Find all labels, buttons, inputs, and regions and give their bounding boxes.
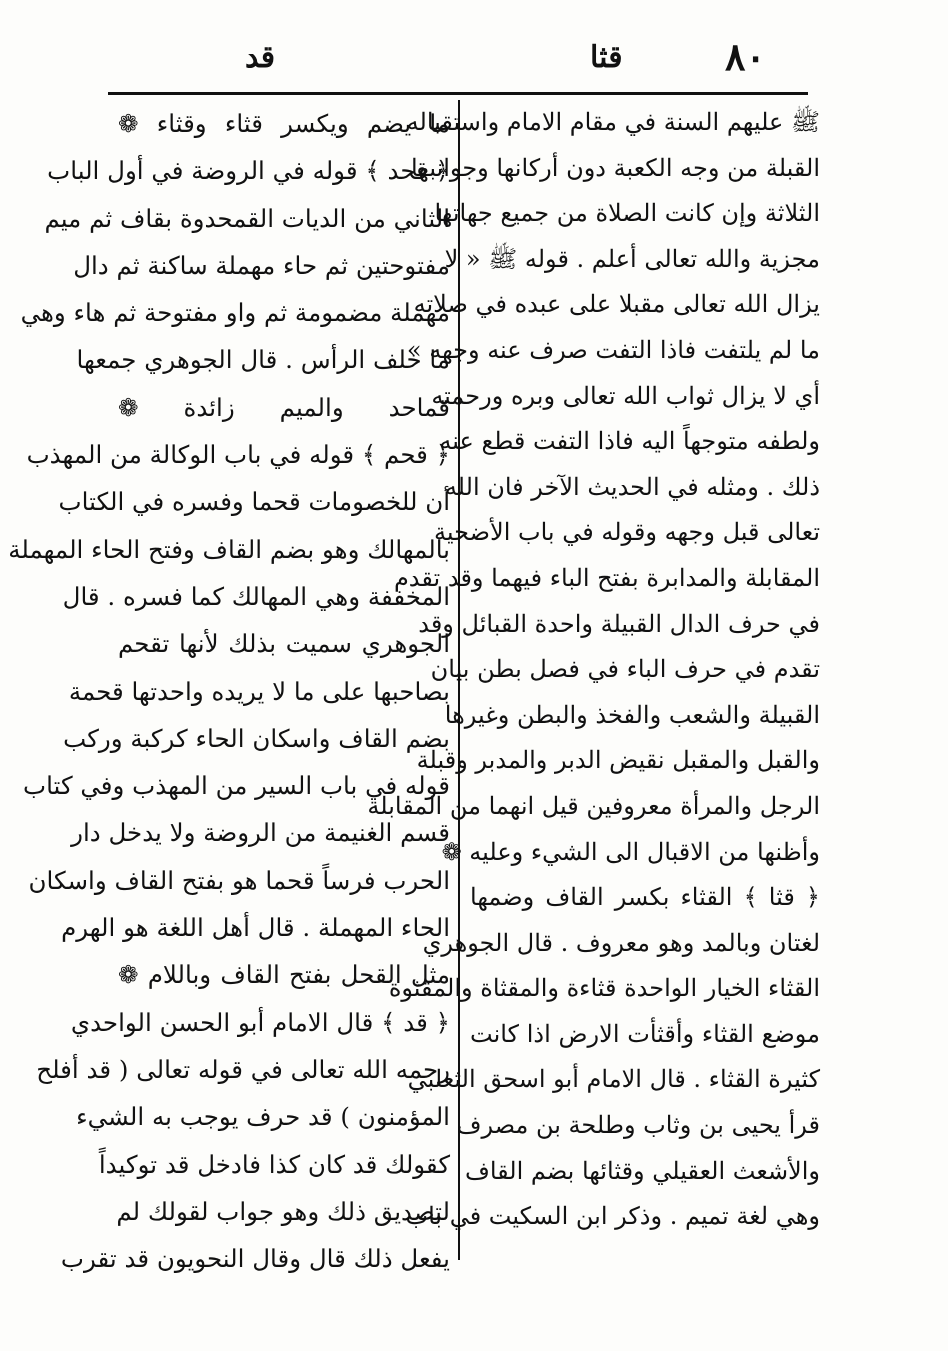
text-line: وأظنها من الاقبال الى الشيء وعليه ❁ <box>441 837 820 866</box>
text-line: والأشعث العقيلي وقثائها بضم القاف <box>464 1156 820 1185</box>
text-line: تقدم في حرف الباء في فصل بطن بيان <box>430 655 820 684</box>
text-line: مجزية والله تعالى أعلم . قوله ﷺ « لا <box>444 244 820 273</box>
text-line: ما لم يلتفت فاذا التفت صرف عنه وجهه » <box>406 335 820 364</box>
text-line: كثيرة القثاء . قال الامام أبو اسحق الثعلبي <box>407 1065 820 1094</box>
text-line: يزال الله تعالى مقبلا على عبده في صلاته <box>413 290 820 319</box>
page-number: ٨٠ <box>725 34 766 79</box>
text-line: لتصديق ذلك وهو جواب لقولك لم <box>116 1196 450 1226</box>
text-line: قرأ يحيى بن وثاب وطلحة بن مصرف <box>456 1111 820 1140</box>
text-line: يفعل ذلك قال وقال النحويون قد تقرب <box>60 1244 450 1274</box>
text-line: لغتان وبالمد وهو معروف . قال الجوهري <box>422 928 820 957</box>
text-line: ﴿ قد ﴾ قال الامام أبو الحسن الواحدي <box>70 1007 450 1037</box>
running-head-left: قد <box>245 40 276 75</box>
text-line: الحرب فرساً قحما هو بفتح القاف واسكان <box>28 865 450 895</box>
text-line: قوله في باب السير من المهذب وفي كتاب <box>23 771 450 801</box>
text-line: بضم القاف واسكان الحاء كركبة وركب <box>63 723 450 753</box>
text-line: قسم الغنيمة من الروضة ولا يدخل دار <box>71 818 450 848</box>
text-line: الثاني من الديات القمحدوة بقاف ثم ميم <box>44 203 450 233</box>
text-line: بالمهالك وهو بضم القاف وفتح الحاء المهملة <box>8 534 450 564</box>
text-line: كقولك قد كان كذا فادخل قد توكيداً <box>98 1149 450 1179</box>
text-line: ما يضم ويكسر قثاء وقثاء ❁ <box>118 109 450 138</box>
text-line: مهملة مضمومة ثم واو مفتوحة ثم هاء وهي <box>20 298 450 328</box>
text-line: قماحد والميم زائدة ❁ <box>118 392 450 422</box>
page-header <box>110 34 810 90</box>
text-line: القثاء الخيار الواحدة قثاءة والمقثاة والمقثوة <box>388 974 820 1003</box>
text-line: رحمه الله تعالى في قوله تعالى ( قد أفلح <box>36 1054 450 1084</box>
text-line: ﴿ قحد ﴾ قوله في الروضة في أول الباب <box>47 156 450 186</box>
text-line: أن للخصومات قحما وفسره في الكتاب <box>58 487 450 517</box>
text-line: وهي لغة تميم . وذكر ابن السكيت في باب <box>405 1202 820 1231</box>
running-head-right: قثا <box>590 40 623 75</box>
text-line: مثل القحل بفتح القاف وباللام ❁ <box>118 960 450 990</box>
right-column <box>367 100 820 1240</box>
text-line: الجوهري سميت بذلك لأنها تقحم <box>118 629 450 659</box>
text-line: ذلك . ومثله في الحديث الآخر فان الله <box>444 472 820 501</box>
text-line: ﴿ قحم ﴾ قوله في باب الوكالة من المهذب <box>26 440 450 470</box>
text-line: في حرف الدال القبيلة واحدة القبائل وقد <box>418 609 820 638</box>
text-line: المقابلة والمدابرة بفتح الباء فيهما وقد تقدم <box>393 563 820 592</box>
text-line: ﷺ عليهم السنة في مقام الامام واستقباله <box>406 108 820 136</box>
left-column <box>8 100 450 1282</box>
text-line: والقبل والمقبل نقيض الدبر والمدبر وقبلة <box>416 746 820 775</box>
text-line: مفتوحتين ثم حاء مهملة ساكنة ثم دال <box>73 250 450 280</box>
text-line: القبيلة والشعب والفخذ والبطن وغيرها <box>444 700 820 729</box>
text-line: الثلاثة وإن كانت الصلاة من جميع جهاتها <box>434 199 820 228</box>
text-line: ﴿ قثا ﴾ القثاء بكسر القاف وضمها <box>470 883 820 912</box>
text-line: الحاء المهملة . قال أهل اللغة هو الهرم <box>61 913 450 943</box>
text-line: القبلة من وجه الكعبة دون أركانها وجوانبها <box>410 153 820 182</box>
header-rule <box>108 92 808 95</box>
text-line: تعالى قبل وجهه وقوله في باب الأضحية <box>434 518 820 547</box>
text-line: أي لا يزال ثواب الله تعالى وبره ورحمته <box>431 381 820 410</box>
text-line: المؤمنون ) قد حرف يوجب به الشيء <box>76 1102 450 1132</box>
text-line: المخففة وهي المهالك كما فسره . قال <box>62 581 450 611</box>
text-line: ما خلف الرأس . قال الجوهري جمعها <box>76 345 450 375</box>
text-line: ولطفه متوجهاً اليه فاذا التفت قطع عنه <box>439 427 820 456</box>
text-line: بصاحبها على ما لا يريده واحدتها قحمة <box>68 676 450 706</box>
text-line: موضع القثاء وأقثأت الارض اذا كانت <box>470 1019 820 1048</box>
text-line: الرجل والمرأة معروفين قيل انهما من المقابلة <box>367 791 820 820</box>
